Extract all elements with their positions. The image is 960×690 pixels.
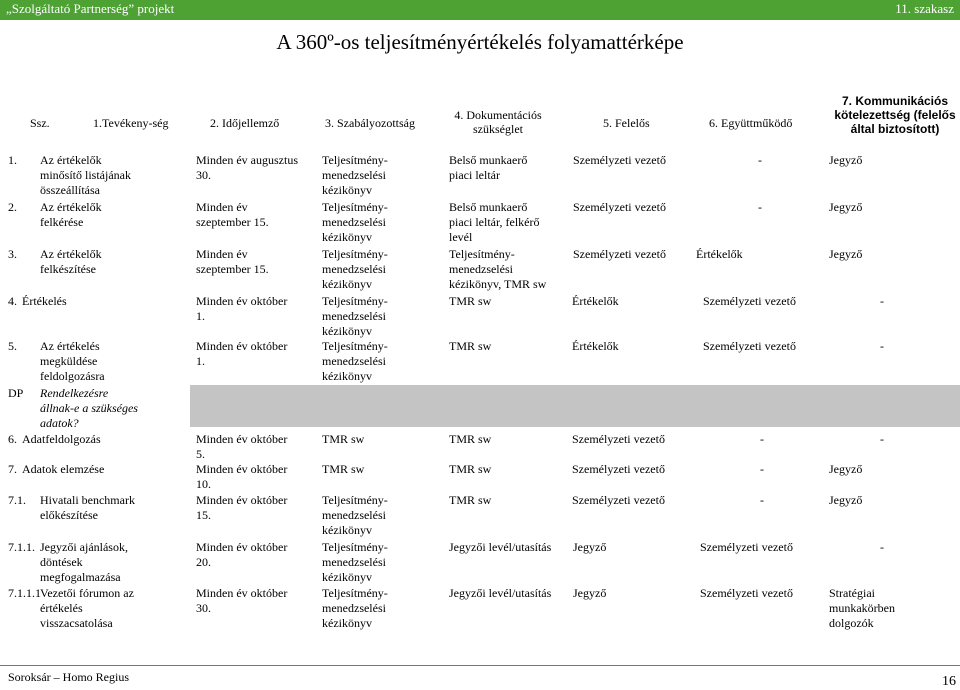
cell-s: TMR sw [322,432,365,446]
cell-d: TMR sw [449,294,492,308]
cell-n: 7. [8,462,17,476]
project-name: „Szolgáltató Partnerség” projekt [6,1,175,16]
cell-k: Jegyző [829,247,863,261]
cell-f: Jegyző [573,586,607,600]
cell-f: Személyzeti vezető [572,493,665,507]
cell-n: 5. [8,339,17,353]
cell-t: Minden év október 1. [196,339,288,368]
cell-t: Minden év október 5. [196,432,288,461]
cell-f: Személyzeti vezető [572,462,665,476]
cell-f: Személyzeti vezető [573,247,666,261]
page-number: 16 [942,674,956,689]
cell-d: TMR sw [449,339,492,353]
cell-a: Rendelkezésre állnak-e a szükséges adatok? [40,386,138,430]
cell-t: Minden év szeptember 15. [196,247,269,276]
cell-k: - [880,432,884,446]
cell-f: Személyzeti vezető [573,153,666,167]
cell-t: Minden év október 30. [196,586,288,615]
cell-n: 2. [8,200,17,214]
col-header-documentation: 4. Dokumentációs szükséglet [454,108,542,136]
cell-a: Adatfeldolgozás [22,432,101,446]
col-header-cooperating: 6. Együttműködő [709,116,793,130]
cell-a: Az értékelők felkérése [40,200,102,229]
section-label: 11. szakasz [895,1,954,16]
cell-a: Az értékelők felkészítése [40,247,102,276]
cell-n: DP [8,386,24,400]
cell-e: - [758,200,762,214]
cell-k: - [880,339,884,353]
cell-k: - [880,540,884,554]
cell-a: Az értékelők minősítő listájának összeállítása [40,153,131,197]
cell-d: Jegyzői levél/utasítás [449,540,552,554]
col-header-timing: 2. Időjellemző [210,116,280,130]
footer-org: Soroksár – Homo Regius [8,670,129,684]
cell-n: 7.1. [8,493,26,507]
cell-a: Hivatali benchmark előkészítése [40,493,135,522]
cell-a: Az értékelés megküldése feldolgozásra [40,339,105,383]
page-title: A 360º-os teljesítményértékelés folyamattérképe [276,30,684,54]
header-bar [0,0,960,20]
cell-f: Személyzeti vezető [573,200,666,214]
cell-k: Stratégiai munkakörben dolgozók [829,586,895,630]
cell-f: Jegyző [573,540,607,554]
cell-s: Teljesítmény- menedzselési kézikönyv [322,200,388,244]
cell-n: 1. [8,153,17,167]
cell-f: Értékelők [572,294,619,308]
cell-f: Személyzeti vezető [572,432,665,446]
col-header-activity: 1.Tevékeny-ség [93,116,169,130]
cell-t: Minden év szeptember 15. [196,200,269,229]
cell-d: Teljesítmény- menedzselési kézikönyv, TMR sw [449,247,547,291]
cell-s: Teljesítmény- menedzselési kézikönyv [322,153,388,197]
cell-a: Értékelés [22,294,67,308]
cell-s: Teljesítmény- menedzselési kézikönyv [322,294,388,338]
dp-shaded-area [317,385,960,427]
cell-n: 7.1.1. [8,540,35,554]
col-header-responsible: 5. Felelős [603,116,650,130]
cell-k: Jegyző [829,462,863,476]
dp-shaded-area-time [190,385,317,427]
cell-e: Értékelők [696,247,743,261]
cell-k: - [880,294,884,308]
cell-n: 4. [8,294,17,308]
cell-s: Teljesítmény- menedzselési kézikönyv [322,247,388,291]
cell-s: Teljesítmény- menedzselési kézikönyv [322,586,388,630]
cell-e: Személyzeti vezető [700,586,793,600]
cell-t: Minden év október 10. [196,462,288,491]
cell-d: Jegyzői levél/utasítás [449,586,552,600]
cell-d: TMR sw [449,432,492,446]
cell-d: TMR sw [449,462,492,476]
col-header-regulation: 3. Szabályozottság [325,116,415,130]
col-header-ssz: Ssz. [30,116,50,130]
cell-k: Jegyző [829,153,863,167]
cell-s: TMR sw [322,462,365,476]
cell-n: 3. [8,247,17,261]
cell-s: Teljesítmény- menedzselési kézikönyv [322,540,388,584]
col-header-communication: 7. Kommunikációs kötelezettség (felelős által biztosított) [834,94,956,136]
cell-a: Jegyzői ajánlások, döntések megfogalmazása [40,540,128,584]
cell-e: Személyzeti vezető [703,339,796,353]
cell-t: Minden év október 1. [196,294,288,323]
cell-s: Teljesítmény- menedzselési kézikönyv [322,493,388,537]
cell-n: 6. [8,432,17,446]
cell-d: Belső munkaerő piaci leltár, felkérő levél [449,200,540,244]
cell-f: Értékelők [572,339,619,353]
cell-d: Belső munkaerő piaci leltár [449,153,528,182]
cell-a: Vezetői fórumon az értékelés visszacsatolása [40,586,134,630]
cell-e: - [760,493,764,507]
cell-t: Minden év augusztus 30. [196,153,298,182]
cell-t: Minden év október 20. [196,540,288,569]
cell-e: Személyzeti vezető [700,540,793,554]
cell-s: Teljesítmény- menedzselési kézikönyv [322,339,388,383]
cell-n: 7.1.1.1 [8,586,41,600]
cell-k: Jegyző [829,200,863,214]
cell-a: Adatok elemzése [22,462,105,476]
cell-e: Személyzeti vezető [703,294,796,308]
cell-e: - [760,462,764,476]
cell-e: - [760,432,764,446]
cell-t: Minden év október 15. [196,493,288,522]
footer-divider [0,665,960,666]
cell-k: Jegyző [829,493,863,507]
cell-e: - [758,153,762,167]
cell-d: TMR sw [449,493,492,507]
